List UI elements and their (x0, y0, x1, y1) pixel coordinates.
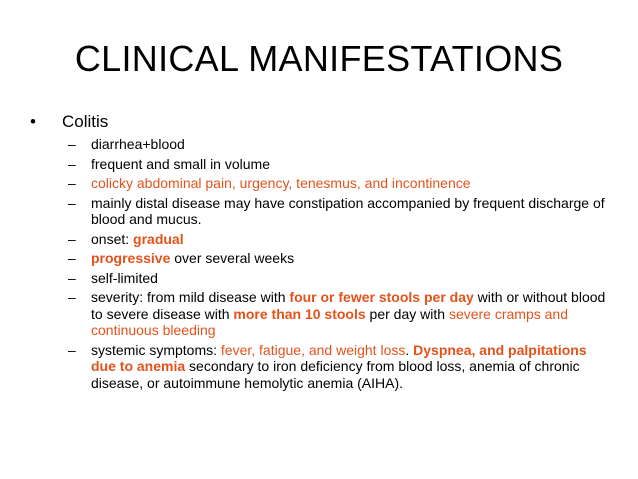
dash-marker: – (68, 250, 76, 266)
highlighted-text: more than 10 stools (233, 305, 366, 322)
highlighted-text: Dyspnea, and palpitations due to anemia (91, 341, 587, 374)
highlighted-text: gradual (133, 230, 184, 247)
sub-bullet-item (68, 250, 608, 267)
item-text: per day with (365, 305, 449, 322)
dash-marker: – (68, 155, 76, 172)
sub-bullet-list (68, 136, 608, 394)
sub-bullet-item (68, 231, 608, 248)
sub-bullet-item (68, 342, 608, 392)
item-text: frequent and small in volume (91, 155, 270, 172)
item-text: over several weeks (170, 250, 295, 266)
dash-marker: – (68, 136, 76, 152)
sub-bullet-item (68, 289, 608, 339)
item-text: mainly distal disease may have constipation accompanied by frequent discharge of blood and mucus. (91, 194, 605, 227)
dash-marker: – (68, 341, 76, 358)
highlighted-text: four or fewer stools per day (289, 289, 474, 305)
item-text: with or without blood to severe disease with (91, 289, 606, 322)
dash-marker: – (68, 175, 76, 191)
dash-marker: – (68, 230, 76, 247)
sub-bullet-item (68, 175, 608, 192)
bullet-colitis (30, 112, 108, 132)
sub-bullet-item (68, 270, 608, 287)
item-text: . (405, 341, 414, 358)
item-text: systemic symptoms: (91, 341, 221, 358)
highlighted-text: colicky abdominal pain, urgency, tenesmus, and incontinence (91, 175, 471, 191)
bullet-marker: • (30, 112, 36, 131)
sub-bullet-item (68, 136, 608, 153)
item-text: onset: (91, 230, 134, 247)
dash-marker: – (68, 289, 76, 305)
dash-marker: – (68, 269, 76, 286)
sub-bullet-item (68, 156, 608, 173)
item-text: secondary to iron deficiency from blood loss, anemia of chronic disease, or autoimmune hemolytic anemia (AIHA). (91, 358, 580, 391)
highlighted-text: progressive (91, 250, 171, 266)
item-text: diarrhea+blood (91, 136, 185, 152)
slide-title: CLINICAL MANIFESTATIONS (74, 38, 564, 79)
sub-bullet-item (68, 195, 608, 228)
highlighted-text: fever, fatigue, and weight loss (220, 341, 406, 358)
item-text: self-limited (91, 269, 158, 286)
dash-marker: – (68, 194, 76, 211)
highlighted-text: severe cramps and continuous bleeding (91, 305, 568, 338)
bullet-label: Colitis (62, 112, 109, 131)
item-text: severity: from mild disease with (91, 289, 290, 305)
